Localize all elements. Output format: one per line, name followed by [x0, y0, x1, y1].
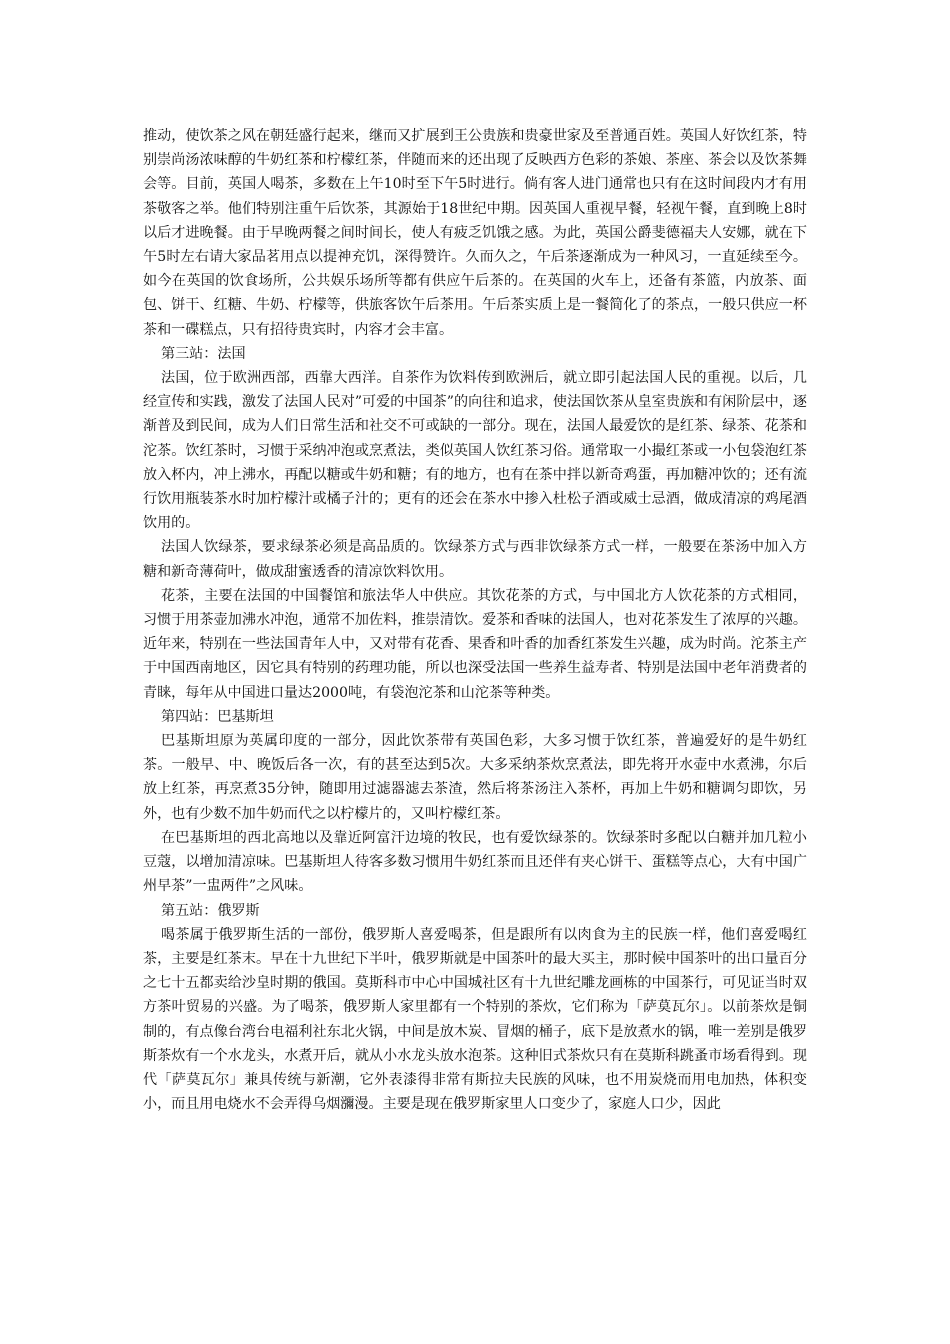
paragraph-russia-1: 喝茶属于俄罗斯生活的一部份，俄罗斯人喜爱喝茶，但是跟所有以肉食为主的民族一样，他们喜爱喝红茶，主要是红茶末。早在十九世纪下半叶，俄罗斯就是中国茶叶的最大买主，那时候中国茶叶的出口量百分之七十五都卖给沙皇时期的俄国。莫斯科市中心中国城社区有十九世纪雕龙画栋的中国茶行，可见证当时双方茶叶贸易的兴盛。为了喝茶，俄罗斯人家里都有一个特别的茶炊，它们称为「萨莫瓦尔」。以前茶炊是铜制的，有点像台湾台电福利社东北火锅，中间是放木炭、冒烟的桶子，底下是放煮水的锅，唯一差别是俄罗斯茶炊有一个水龙头，水煮开后，就从小水龙头放水泡茶。这种旧式茶炊只有在莫斯科跳蚤市场看得到。现代「萨莫瓦尔」兼具传统与新潮，它外表漆得非常有斯拉夫民族的风味，也不用炭烧而用电加热，体积变小，而且用电烧水不会弄得乌烟瀰漫。主要是现在俄罗斯家里人口变少了，家庭人口少，因此	[143, 926, 807, 1113]
paragraph-pakistan-1: 巴基斯坦原为英属印度的一部分，因此饮茶带有英国色彩，大多习惯于饮红茶，普遍爱好的是牛奶红茶。一般早、中、晚饭后各一次，有的甚至达到5次。大多采纳茶炊烹煮法，即先将开水壶中水煮沸，尔后放上红茶，再烹煮35分钟，随即用过滤器滤去茶渣，然后将茶汤注入茶杯，再加上牛奶和糖调匀即饮，另外，也有少数不加牛奶而代之以柠檬片的，又叫柠檬红茶。	[143, 733, 807, 822]
section-heading-russia: 第五站：俄罗斯	[161, 902, 260, 919]
paragraph-france-2: 法国人饮绿茶，要求绿茶必须是高品质的。饮绿茶方式与西非饮绿茶方式一样，一般要在茶汤中加入方糖和新奇薄荷叶，做成甜蜜透香的清凉饮料饮用。	[143, 539, 807, 580]
document-body	[143, 124, 807, 1116]
paragraph-britain-continued: 推动，使饮茶之风在朝廷盛行起来，继而又扩展到王公贵族和贵豪世家及至普通百姓。英国人好饮红茶，特别崇尚汤浓味醇的牛奶红茶和柠檬红茶，伴随而来的还出现了反映西方色彩的茶娘、茶座、茶会以及饮茶舞会等。目前，英国人喝茶，多数在上午10时至下午5时进行。倘有客人进门通常也只有在这时间段内才有用茶敬客之举。他们特别注重午后饮茶，其源始于18世纪中期。因英国人重视早餐，轻视午餐，直到晚上8时以后才进晚餐。由于早晚两餐之间时间长，使人有疲乏饥饿之感。为此，英国公爵斐德福夫人安娜，就在下午5时左右请大家品茗用点以提神充饥，深得赞许。久而久之，午后茶逐渐成为一种风习，一直延续至今。如今在英国的饮食场所，公共娱乐场所等都有供应午后茶的。在英国的火车上，还备有茶篮，内放茶、面包、饼干、红糖、牛奶、柠檬等，供旅客饮午后茶用。午后茶实质上是一餐简化了的茶点，一般只供应一杯茶和一碟糕点，只有招待贵宾时，内容才会丰富。	[143, 128, 807, 338]
paragraph-pakistan-2: 在巴基斯坦的西北高地以及靠近阿富汗边境的牧民，也有爱饮绿茶的。饮绿茶时多配以白糖并加几粒小豆蔻，以增加清凉味。巴基斯坦人待客多数习惯用牛奶红茶而且还伴有夹心饼干、蛋糕等点心，大有中国广州早茶”一盅两件”之风味。	[143, 829, 807, 895]
paragraph-france-1: 法国，位于欧洲西部，西靠大西洋。自茶作为饮料传到欧洲后，就立即引起法国人民的重视。以后，几经宣传和实践，激发了法国人民对”可爱的中国茶”的向往和追求，使法国饮茶从皇室贵族和有闲阶层中，逐渐普及到民间，成为人们日常生活和社交不可或缺的一部分。现在，法国人最爱饮的是红茶、绿茶、花茶和沱茶。饮红茶时，习惯于采纳冲泡或烹煮法，类似英国人饮红茶习俗。通常取一小撮红茶或一小包袋泡红茶放入杯内，冲上沸水，再配以糖或牛奶和糖；有的地方，也有在茶中拌以新奇鸡蛋，再加糖冲饮的；还有流行饮用瓶装茶水时加柠檬汁或橘子汁的；更有的还会在茶水中掺入杜松子酒或威士忌酒，做成清凉的鸡尾酒饮用的。	[143, 370, 807, 532]
paragraph-france-3: 花茶，主要在法国的中国餐馆和旅法华人中供应。其饮花茶的方式，与中国北方人饮花茶的方式相同，习惯于用茶壶加沸水冲泡，通常不加佐料，推崇清饮。爱茶和香味的法国人，也对花茶发生了浓厚的兴趣。近年来，特别在一些法国青年人中，又对带有花香、果香和叶香的加香红茶发生兴趣，成为时尚。沱茶主产于中国西南地区，因它具有特别的药理功能，所以也深受法国一些养生益寿者、特别是法国中老年消费者的青睐，每年从中国进口量达2000吨，有袋泡沱茶和山沱茶等种类。	[143, 587, 807, 701]
section-heading-pakistan: 第四站：巴基斯坦	[161, 708, 274, 725]
section-heading-france: 第三站：法国	[161, 345, 246, 362]
